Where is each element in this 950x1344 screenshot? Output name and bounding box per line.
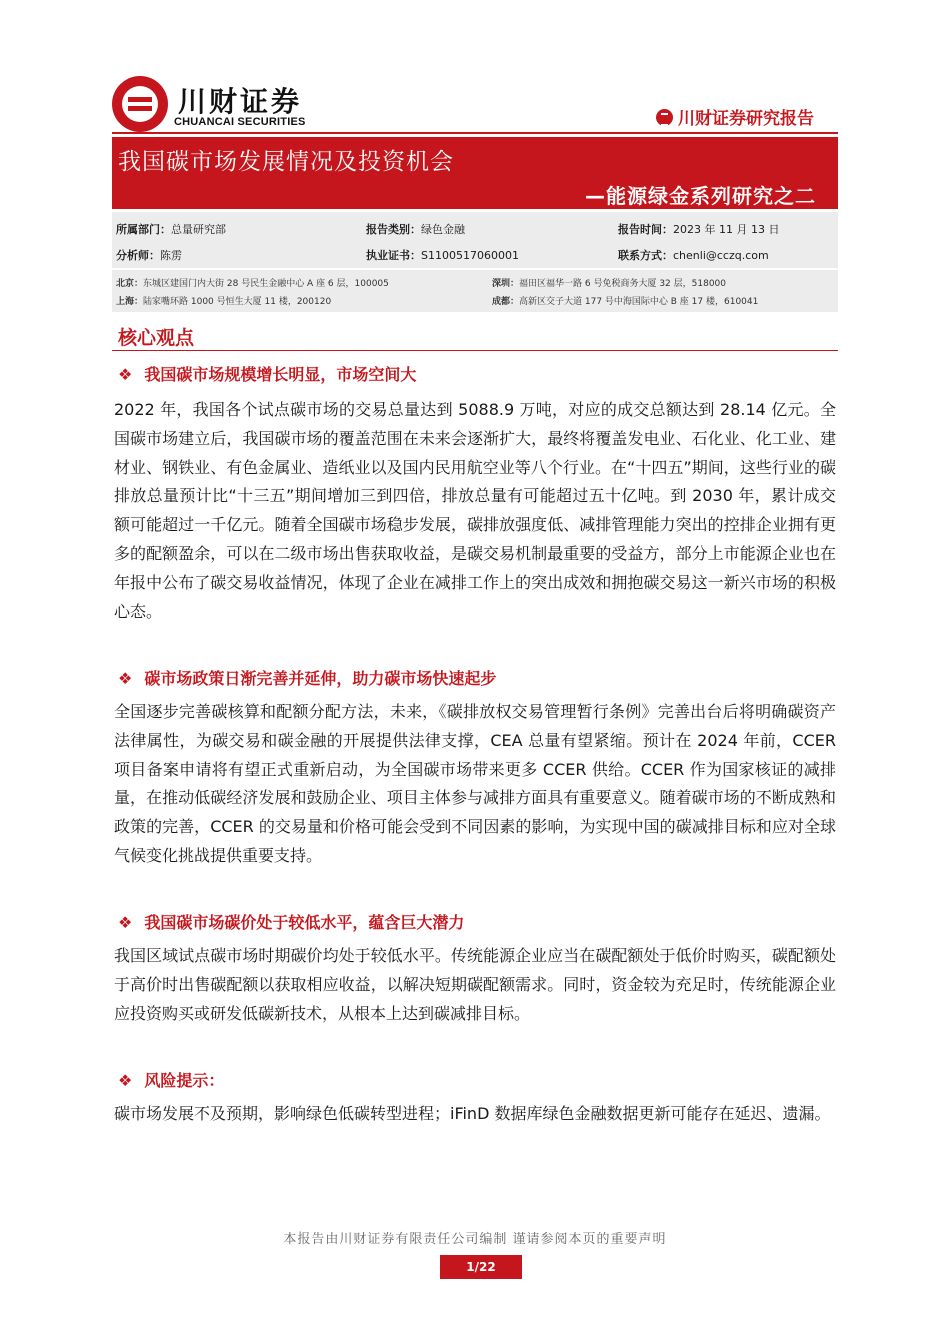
report-title: 我国碳市场发展情况及投资机会	[118, 149, 454, 175]
section-divider	[112, 350, 838, 351]
header-divider	[112, 132, 838, 134]
point-heading: ❖ 碳市场政策日渐完善并延伸，助力碳市场快速起步	[118, 669, 497, 688]
report-tag	[656, 104, 814, 129]
beijing-address: 北京：东城区建国门内大街 28 号民生金融中心 A 座 6 层，100005	[116, 279, 389, 289]
point-heading: ❖ 风险提示：	[118, 1071, 225, 1090]
section-title: 核心观点	[118, 327, 195, 349]
shanghai-address: 上海：陆家嘴环路 1000 号恒生大厦 11 楼，200120	[116, 297, 332, 307]
point-paragraph: 碳市场发展不及预期，影响绿色低碳转型进程；iFinD 数据库绿色金融数据更新可能存在延迟、遗漏。	[114, 1104, 831, 1123]
diamond-bullet-icon: ❖	[118, 669, 133, 688]
footer-disclaimer: 本报告由川财证券有限责任公司编制 谨请参阅本页的重要声明	[283, 1232, 667, 1247]
point-paragraph: 2022 年，我国各个试点碳市场的交易总量达到 5088.9 万吨，对应的成交总额达到 28.14 亿元。全国碳市场建立后，我国碳市场的覆盖范围在未来会逐渐扩大，最终将覆盖发电业、石化业、化工业、建材业、钢铁业、有色金属业、造纸业以及国内民用航空业等八个行业。在“十四五”期间，这些行业的碳排放总量预计比“十三五”期间增加三到四倍，排放总量有可能超过五十亿吨。到 2030 年，累计成交额可能超过一千亿元。随着全国碳市场稳步发展，碳排放强度低、减排管理能力突出的控排企业拥有更多的配额盈余，可以在二级市场出售获取收益，是碳交易机制最重要的受益方，部分上市能源企业也在年报中公布了碳交易收益情况，体现了企业在减排工作上的突出成效和拥抱碳交易这一新兴市场的积极心态。	[114, 400, 836, 621]
report-date-field: 报告时间：2023 年 11 月 13 日	[618, 223, 780, 236]
report-info-panel	[112, 212, 838, 268]
diamond-bullet-icon: ❖	[118, 913, 133, 932]
point-heading: ❖ 我国碳市场规模增长明显，市场空间大	[118, 365, 417, 384]
point-paragraph: 我国区域试点碳市场时期碳价均处于较低水平。传统能源企业应当在碳配额处于低价时购买，碳配额处于高价时出售碳配额以获取相应收益，以解决短期碳配额需求。同时，资金较为充足时，传统能源企业应投资购买或研发低碳新技术，从根本上达到碳减排目标。	[114, 946, 836, 1023]
logo-english-name: CHUANCAI SECURITIES	[174, 116, 306, 128]
report-subtitle: —能源绿金系列研究之二	[585, 184, 816, 208]
contact-email-link[interactable]: chenli@cczq.com	[673, 249, 769, 262]
report-type-field: 报告类别：绿色金融	[366, 223, 465, 236]
report-tag-label: 川财证券研究报告	[678, 109, 814, 129]
office-address-panel	[112, 270, 838, 312]
brand-mark-icon	[656, 109, 673, 126]
point-paragraph: 全国逐步完善碳核算和配额分配方法，未来，《碳排放权交易管理暂行条例》完善出台后将明确碳资产法律属性，为碳交易和碳金融的开展提供法律支撑，CEA 总量有望紧缩。预计在 2024 年前，CCER 项目备案申请将有望正式重新启动，为全国碳市场带来更多 CCER 供给。CCER 作为国家核证的减排量，在推动低碳经济发展和鼓励企业、项目主体参与减排方面具有重要意义。随着碳市场的不断成熟和政策的完善，CCER 的交易量和价格可能会受到不同因素的影响，为实现中国的碳减排目标和应对全球气候变化挑战提供重要支持。	[114, 702, 836, 865]
point-heading: ❖ 我国碳市场碳价处于较低水平，蕴含巨大潜力	[118, 913, 465, 932]
logo-chinese-name: 川财证券	[178, 85, 303, 118]
company-logo-icon	[112, 76, 168, 132]
shenzhen-address: 深圳：福田区福华一路 6 号免税商务大厦 32 层，518000	[492, 279, 726, 289]
chengdu-address: 成都：高新区交子大道 177 号中海国际中心 B 座 17 楼，610041	[492, 297, 759, 307]
diamond-bullet-icon: ❖	[118, 1071, 133, 1090]
page-number: 1/22	[440, 1255, 522, 1279]
department-field: 所属部门：总量研究部	[116, 223, 226, 236]
analyst-field: 分析师：陈雳	[116, 249, 182, 262]
certificate-field: 执业证书：S1100517060001	[366, 249, 519, 262]
contact-field: 联系方式：chenli@cczq.com	[618, 249, 769, 262]
diamond-bullet-icon: ❖	[118, 365, 133, 384]
